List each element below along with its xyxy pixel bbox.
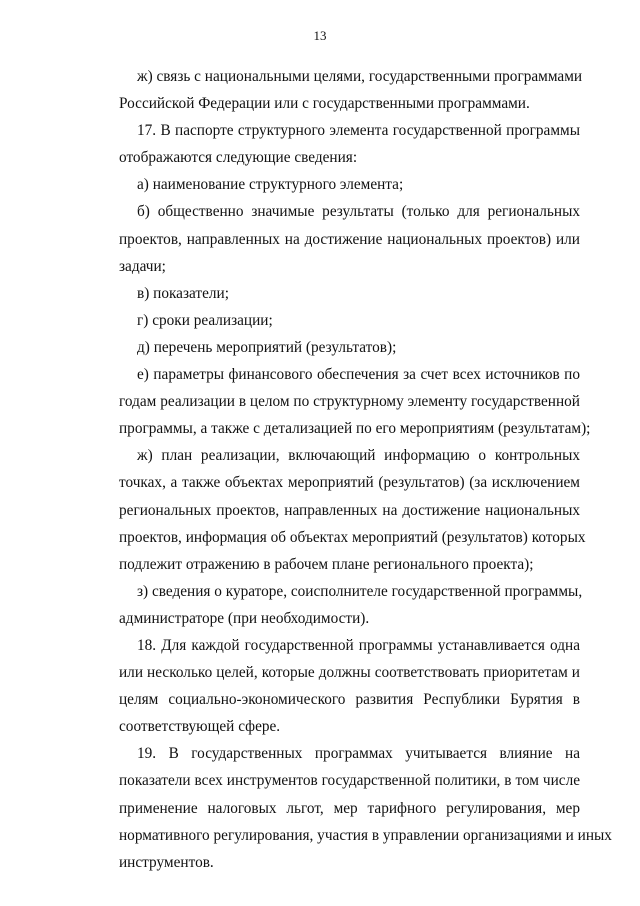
paragraph xyxy=(119,632,580,740)
page-number: 13 xyxy=(313,28,327,43)
text-line: программы, а также с детализацией по его мероприятиям (результатам); xyxy=(119,420,591,438)
text-line: Российской Федерации или с государственными программами. xyxy=(119,95,530,113)
text-line: или несколько целей, которые должны соответствовать приоритетам и xyxy=(119,664,580,682)
text-line: з) сведения о кураторе, соисполнителе государственной программы, xyxy=(137,582,583,600)
paragraph xyxy=(119,442,586,577)
text-line: региональных проектов, направленных на достижение национальных xyxy=(119,501,580,519)
text-line: подлежит отражению в рабочем плане регионального проекта); xyxy=(119,555,534,573)
text-line: 17. В паспорте структурного элемента государственной программы xyxy=(137,122,580,140)
text-line: задачи; xyxy=(119,257,166,275)
paragraph xyxy=(119,280,580,307)
document-body xyxy=(119,63,612,876)
text-line: применение налоговых льгот, мер тарифного регулирования, мер xyxy=(119,799,580,817)
text-line: ж) связь с национальными целями, государственными программами xyxy=(137,68,583,85)
text-line: а) наименование структурного элемента; xyxy=(137,176,404,194)
paragraph xyxy=(119,578,583,632)
text-line: нормативного регулирования, участия в управлении организациями и иных xyxy=(119,826,612,844)
text-line: инструментов. xyxy=(119,853,214,871)
text-line: точках, а также объектах мероприятий (результатов) (за исключением xyxy=(119,474,580,492)
text-line: в) показатели; xyxy=(137,284,229,302)
text-line: отображаются следующие сведения: xyxy=(119,149,358,167)
paragraph xyxy=(119,307,580,334)
text-line: 19. В государственных программах учитывается влияние на xyxy=(137,745,580,763)
paragraph xyxy=(119,740,612,875)
text-line: д) перечень мероприятий (результатов); xyxy=(137,338,397,356)
paragraph xyxy=(119,198,580,279)
text-line: проектов, информация об объектах мероприятий (результатов) которых xyxy=(119,528,586,546)
paragraph xyxy=(119,63,583,117)
text-line: г) сроки реализации; xyxy=(137,311,273,329)
text-line: годам реализации в целом по структурному элементу государственной xyxy=(119,393,580,411)
text-line: целям социально-экономического развития Республики Бурятия в xyxy=(119,691,580,709)
text-line: ж) план реализации, включающий информацию о контрольных xyxy=(137,447,580,465)
text-line: проектов, направленных на достижение национальных проектов) или xyxy=(119,230,580,248)
text-line: администраторе (при необходимости). xyxy=(119,609,370,627)
paragraph xyxy=(119,171,580,198)
paragraph xyxy=(119,117,580,171)
text-line: е) параметры финансового обеспечения за счет всех источников по xyxy=(137,366,580,384)
text-line: соответствующей сфере. xyxy=(119,718,281,736)
text-line: 18. Для каждой государственной программы устанавливается одна xyxy=(137,636,580,654)
paragraph xyxy=(119,361,591,442)
paragraph xyxy=(119,334,580,361)
text-line: б) общественно значимые результаты (только для региональных xyxy=(137,203,580,221)
text-line: показатели всех инструментов государственной политики, в том числе xyxy=(119,772,580,790)
